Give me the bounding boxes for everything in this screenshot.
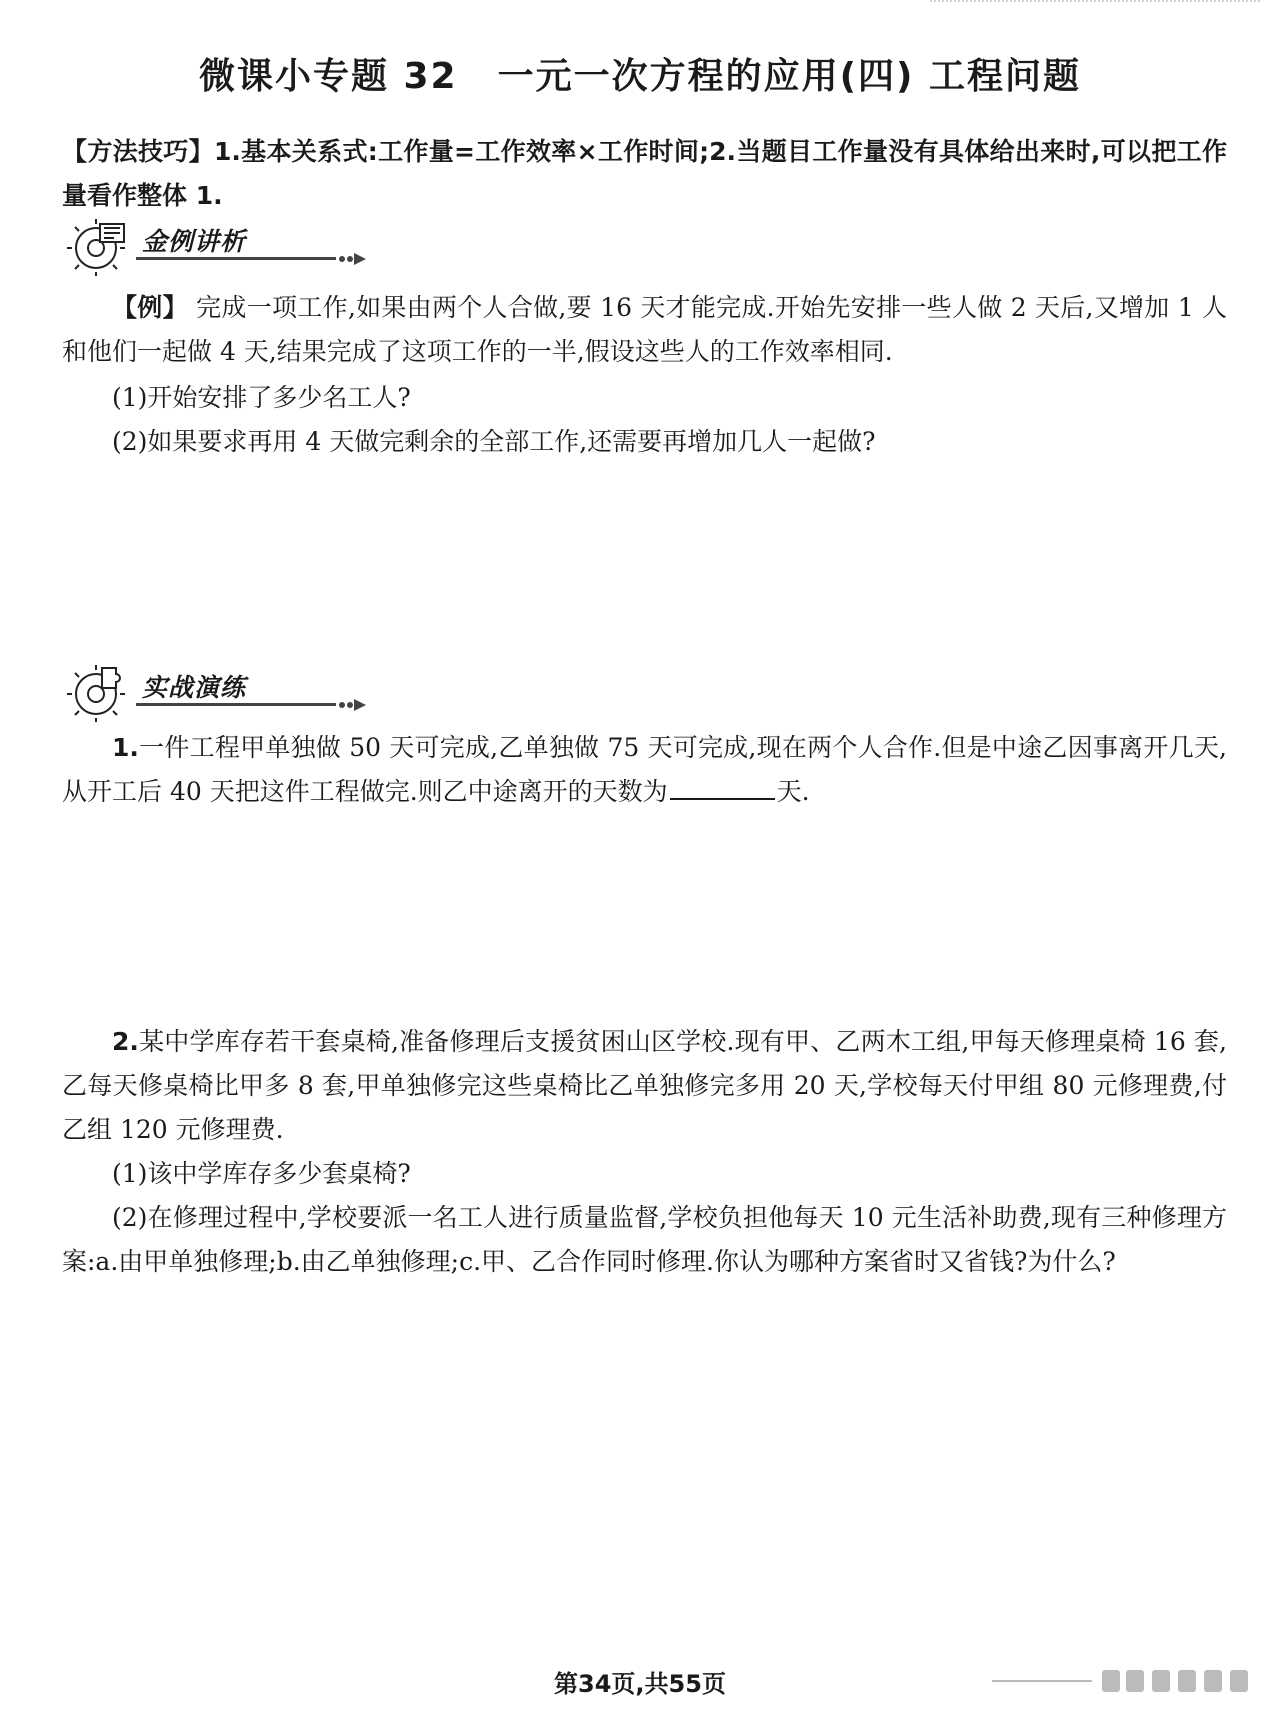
- example-label: 【例】: [112, 293, 188, 322]
- problem-2-number: 2.: [112, 1027, 139, 1056]
- problem-2-question-1: (1)该中学库存多少套桌椅?: [112, 1159, 411, 1188]
- problem-1-number: 1.: [112, 733, 139, 762]
- title-topic-number: 微课小专题 32: [198, 56, 458, 97]
- problem-2-question-2: [62, 1196, 1227, 1284]
- example-question-1: (1)开始安排了多少名工人?: [112, 383, 411, 412]
- practice-problem-2: [62, 1020, 1227, 1152]
- page-title: [0, 48, 1280, 99]
- title-topic-name: 一元一次方程的应用(四) 工程问题: [497, 56, 1082, 97]
- example-problem: [62, 286, 1227, 374]
- example-question-2: (2)如果要求再用 4 天做完剩余的全部工作,还需要再增加几人一起做?: [112, 427, 876, 456]
- method-tips: [62, 130, 1227, 218]
- gear-book-icon: [66, 216, 130, 276]
- example-section-title: 金例讲析: [142, 227, 247, 256]
- example-section-header: [66, 216, 306, 276]
- gear-puzzle-icon: [66, 662, 130, 722]
- page-number-footer: 第34页,共55页: [554, 1670, 726, 1698]
- watermark-icon: [992, 1668, 1252, 1694]
- practice-section-header: [66, 662, 306, 722]
- example-text: 完成一项工作,如果由两个人合做,要 16 天才能完成.开始先安排一些人做 2 天后,又增加 1 人和他们一起做 4 天,结果完成了这项工作的一半,假设这些人的工作效率相同.: [62, 293, 1227, 366]
- scan-edge-line: [930, 0, 1260, 6]
- problem-1-text: 一件工程甲单独做 50 天可完成,乙单独做 75 天可完成,现在两个人合作.但是中途乙因事离开几天,从开工后 40 天把这件工程做完.则乙中途离开的天数为: [62, 733, 1227, 806]
- practice-problem-1: [62, 726, 1227, 814]
- problem-2-text: 某中学库存若干套桌椅,准备修理后支援贫困山区学校.现有甲、乙两木工组,甲每天修理桌椅 16 套,乙每天修桌椅比甲多 8 套,甲单独修完这些桌椅比乙单独修完多用 20 天,学校每天付甲组 80 元修理费,付乙组 120 元修理费.: [62, 1027, 1227, 1144]
- problem-2-question-2-text: (2)在修理过程中,学校要派一名工人进行质量监督,学校负担他每天 10 元生活补助费,现有三种修理方案:a.由甲单独修理;b.由乙单独修理;c.甲、乙合作同时修理.你认为哪种方案省时又省钱?为什么?: [62, 1203, 1227, 1276]
- method-text: 1.基本关系式:工作量=工作效率×工作时间;2.当题目工作量没有具体给出来时,可以把工作量看作整体 1.: [62, 137, 1227, 210]
- arrow-dots-icon: [136, 698, 366, 712]
- problem-1-suffix: 天.: [776, 777, 810, 806]
- practice-section-title: 实战演练: [142, 673, 247, 702]
- answer-blank[interactable]: [670, 770, 775, 800]
- arrow-dots-icon: [136, 252, 366, 266]
- method-label: 【方法技巧】: [62, 137, 214, 166]
